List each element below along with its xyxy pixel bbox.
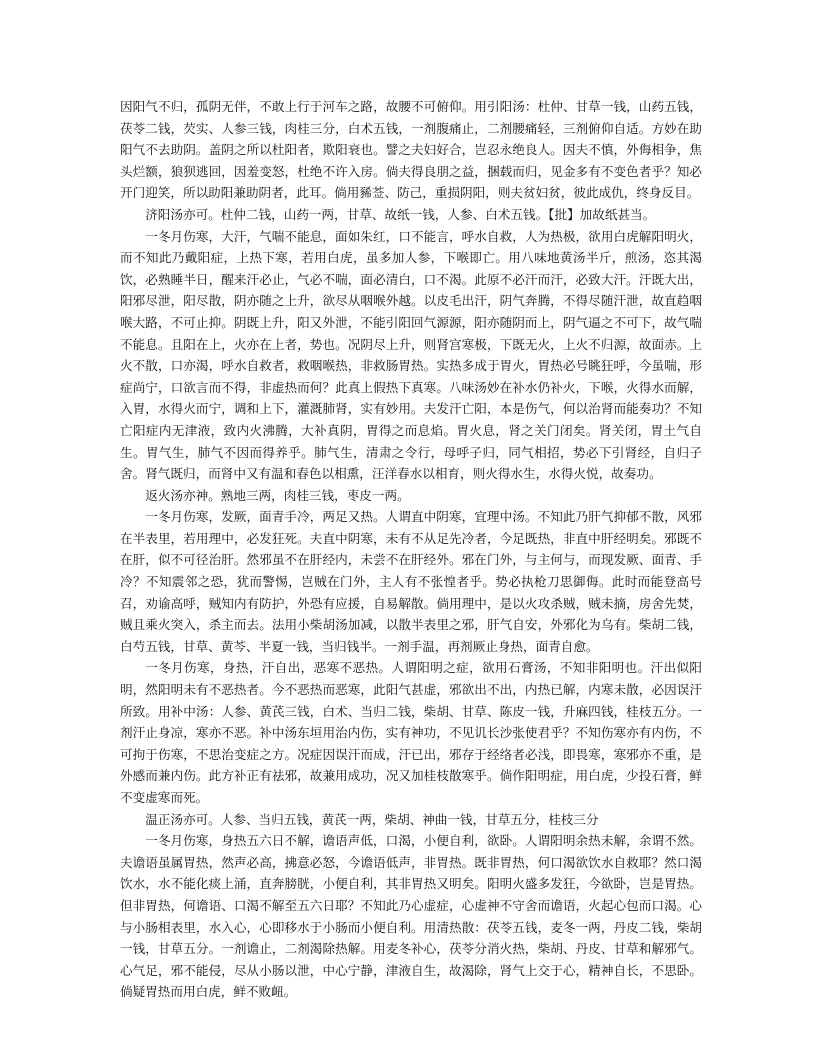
document-page <box>120 96 702 1003</box>
paragraph-dai-yang-case: 一冬月伤寒，大汗，气喘不能息，面如朱红，口不能言，呼水自救，人为热极，欲用白虎解阳明火，而不知此乃戴阳症，上热下寒，若用白虎，虽多加人参，下喉即亡。用八味地黄汤半斤，煎汤，恣其渴饮，必熟睡半日，醒来汗必止，气必不喘，面必清白，口不渴。此原不必汗而汗，必致大汗。汗既大出，阳邪尽泄，阳尽散，阴亦随之上升，欲尽从咽喉外越。以皮毛出汗，阴气奔腾，不得尽随汗泄，故直趋咽喉大路，不可止抑。阴既上升，阳又外泄，不能引阳回气源源，阳亦随阴而上，阴气逼之不可下，故气喘不能息。且阳在上，火亦在上者，势也。况阴尽上升，则肾宫寒极，下既无火，上火不归源，故面赤。上火不散，口亦渴，呼水自救者，救咽喉热，非救肠胃热。实热多成于胃火，胃热必号眺狂呼，今虽喘，形症尚宁，口欲言而不得，非虚热而何？此真上假热下真寒。八味汤妙在补水仍补火，下喉，火得水而解，入胃，水得火而宁，调和上下，灌溉肺肾，实有妙用。夫发汗亡阳，本是伤气，何以治肾而能奏功？不知亡阳症内无津液，致内火沸腾，大补真阴，胃得之而息焰。胃火息，肾之关门闭矣。肾关闭，胃土气自生。胃气生，肺气不因而得养乎。肺气生，清肃之令行，母呼子归，同气相招，势必下引肾经，自归子舍。肾气既归，而肾中又有温和春色以相熏，汪洋春水以相育，则火得水生，水得火悦，故奏功。 <box>120 228 702 482</box>
paragraph-fajue-case: 一冬月伤寒，发厥，面青手冷，两足又热。人谓直中阴寒，宜理中汤。不知此乃肝气抑郁不散，风邪在半表里，若用理中，必发狂死。夫直中阴寒，未有不从足先冷者，今足既热，非直中肝经明矣。邪既不在肝，似不可径治肝。然邪虽不在肝经内，未尝不在肝经外。邪在门外，与主何与，而现发厥、面青、手冷？不知震邻之恐，犹而警惕，岂贼在门外，主人有不张惶者乎。势必执枪刀思御侮。此时而能登高号召，劝谕高呼，贼知内有防护，外恐有应援，自易解散。倘用理中，是以火攻杀贼，贼未摘，房舍先焚，贼且乘火突入，杀主而去。法用小柴胡汤加减，以散半表里之邪，肝气自安，外邪化为乌有。柴胡二钱，白芍五钱，甘草、黄芩、半夏一钱，当归钱半。一剂手温，再剂厥止身热，面青自愈。 <box>120 509 702 654</box>
paragraph-jiyang-tang: 济阳汤亦可。杜仲二钱，山药一两，甘草、故纸一钱，人参、白术五钱。【批】加故纸甚当。 <box>145 206 656 222</box>
paragraph-qingre-case: 一冬月伤寒，身热五六日不解，谵语声低，口渴，小便自利，欲卧。人谓阳明余热未解，余谓不然。夫谵语虽属胃热，然声必高，拂意必怒，今谵语低声，非胃热。既非胃热，何口渴欲饮水自救耶？然口渴饮水，水不能化痰上涌，直奔膀胱，小便自利，其非胃热又明矣。阳明火盛多发狂，今欲卧，岂是胃热。但非胃热，何谵语、口渴不解至五六日耶？不知此乃心虚症，心虚神不守舍而谵语，火起心包而口渴。心与小肠相表里，水入心，心即移水于小肠而小便自利。用清热散：茯苓五钱，麦冬一两，丹皮二钱，柴胡一钱，甘草五分。一剂谵止，二剂渴除热解。用麦冬补心，茯苓分消火热，柴胡、丹皮、甘草和解邪气。心气足，邪不能侵，尽从小肠以泄，中心宁静，津液自生，故渴除，肾气上交于心，精神自长，不思卧。倘疑胃热而用白虎，鲜不败衄。 <box>120 833 702 1000</box>
paragraph-yinyang-tang: 因阳气不归，孤阴无伴，不敢上行于河车之路，故腰不可俯仰。用引阳汤：杜仲、甘草一钱，山药五钱，茯苓二钱，芡实、人参三钱，肉桂三分，白术五钱，一剂腹痛止，二剂腰痛轻，三剂俯仰自适。方妙在助阳气不去助阴。盖阴之所以杜阳者，欺阳衰也。譬之夫妇好合，岂忍永绝良人。因夫不慎，外侮相争，焦头烂额，狼狈逃回，因羞变怒，杜绝不许入房。倘夫得良朋之益，捆载而归，见金多有不变色者乎？知必开门迎笑，所以助阳兼助阴者，此耳。倘用豨莶、防己，重损阴阳，则夫贫妇贫，彼此成仇，终身反目。 <box>120 99 702 201</box>
paragraph-wenzheng-tang: 温正汤亦可。人参、当归五钱，黄芪一两，柴胡、神曲一钱，甘草五分，桂枝三分 <box>145 811 599 827</box>
paragraph-buzhong-case: 一冬月伤寒，身热，汗自出，恶寒不恶热。人谓阳明之症，欲用石膏汤，不知非阳明也。汗出似阳明，然阳明未有不恶热者。今不恶热而恶寒，此阳气甚虚，邪欲出不出，内热已解，内寒未散，必因误汗所致。用补中汤：人参、黄芪三钱，白术、当归二钱，柴胡、甘草、陈皮一钱，升麻四钱，桂枝五分。一剂汗止身凉，寒亦不恶。补中汤东垣用治内伤，实有神功，不见讥长沙张使君乎？不知伤寒亦有内伤，不可拘于伤寒，不思治变症之方。况症因误汗而成，汗已出，邪存于经络者必浅，即畏寒，寒邪亦不重，是外感而兼内伤。此方补正有祛邪，故兼用成功，况又加桂枝散寒乎。倘作阳明症，用白虎，少投石膏，鲜不变虚寒而死。 <box>120 660 702 805</box>
paragraph-fanhuo-tang: 返火汤亦神。熟地三两，肉桂三钱，枣皮一两。 <box>145 487 410 503</box>
